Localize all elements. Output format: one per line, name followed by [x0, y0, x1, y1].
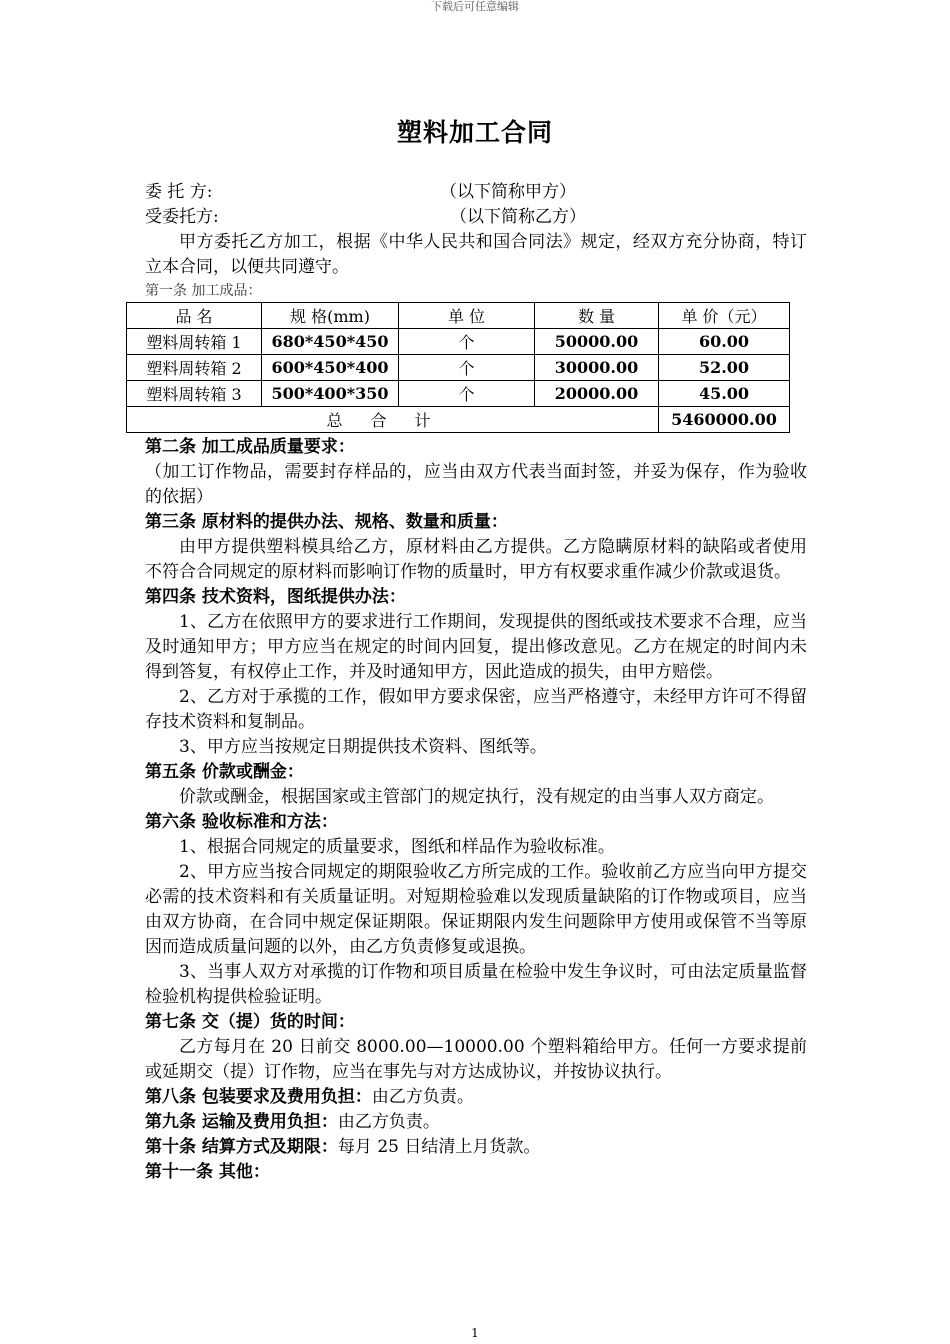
cell-qty: 30000.00 — [535, 355, 659, 381]
cell-price: 52.00 — [659, 355, 790, 381]
article-2-text: （加工订作物品，需要封存样品的，应当由双方代表当面封签，并妥为保存，作为验收的依据） — [145, 462, 807, 507]
article-6-item-1: 1、根据合同规定的质量要求，图纸和样品作为验收标准。 — [179, 837, 615, 857]
table-row — [127, 381, 790, 407]
article-4-item-1: 1、乙方在依照甲方的要求进行工作期间，发现提供的图纸或技术要求不合理，应当及时通知甲方；甲方应当在规定的时间内回复，提出修改意见。乙方在规定的时间内未得到答复，有权停止工作，并及时通知甲方，因此造成的损失，由甲方赔偿。 — [145, 612, 807, 682]
col-header-qty: 数 量 — [535, 303, 659, 329]
cell-name: 塑料周转箱 2 — [127, 355, 262, 381]
party-b-line — [145, 205, 807, 230]
cell-unit: 个 — [399, 355, 535, 381]
article-8-heading: 第八条 包装要求及费用负担： — [145, 1087, 372, 1107]
article-4-heading: 第四条 技术资料，图纸提供办法： — [145, 587, 406, 607]
article-8-text: 由乙方负责。 — [371, 1087, 474, 1107]
party-a-line — [145, 180, 807, 205]
article-3-heading: 第三条 原材料的提供办法、规格、数量和质量： — [145, 512, 508, 532]
article-4-item-2: 2、乙方对于承揽的工作，假如甲方要求保密，应当严格遵守，未经甲方许可不得留存技术资料和复制品。 — [145, 687, 807, 732]
table-row — [127, 355, 790, 381]
header-note: 下载后可任意编辑 — [431, 0, 519, 13]
cell-unit: 个 — [399, 329, 535, 355]
article-2-heading: 第二条 加工成品质量要求： — [145, 437, 355, 457]
cell-unit: 个 — [399, 381, 535, 407]
col-header-unit: 单 位 — [399, 303, 535, 329]
article-8-line — [145, 1085, 807, 1110]
cell-qty: 20000.00 — [535, 381, 659, 407]
article-3-text: 由甲方提供塑料模具给乙方，原材料由乙方提供。乙方隐瞒原材料的缺陷或者使用不符合合同规定的原材料而影响订作物的质量时，甲方有权要求重作减少价款或退货。 — [145, 537, 807, 582]
article-9-line — [145, 1110, 807, 1135]
article-9-text: 由乙方负责。 — [337, 1112, 440, 1132]
article-6-item-3: 3、当事人双方对承揽的订作物和项目质量在检验中发生争议时，可由法定质量监督检验机构提供检验证明。 — [145, 962, 807, 1007]
article-7-text: 乙方每月在 20 日前交 8000.00—10000.00 个塑料箱给甲方。任何一方要求提前或延期交（提）订作物，应当在事先与对方达成协议，并按协议执行。 — [145, 1037, 807, 1082]
article-11-heading: 第十一条 其他： — [145, 1162, 270, 1182]
article-7-heading: 第七条 交（提）货的时间： — [145, 1012, 355, 1032]
article-9-heading: 第九条 运输及费用负担： — [145, 1112, 338, 1132]
total-value: 5460000.00 — [659, 407, 790, 433]
article-5-heading: 第五条 价款或酬金： — [145, 762, 304, 782]
article-10-heading: 第十条 结算方式及期限： — [145, 1137, 338, 1157]
col-header-name: 品 名 — [127, 303, 262, 329]
cell-price: 45.00 — [659, 381, 790, 407]
total-label: 总合计 — [127, 407, 659, 433]
article-10-text: 每月 25 日结清上月货款。 — [337, 1137, 541, 1157]
page-number: 1 — [471, 1326, 479, 1340]
table-row — [127, 329, 790, 355]
article-10-line — [145, 1135, 807, 1160]
table-total-row — [127, 407, 790, 433]
cell-name: 塑料周转箱 3 — [127, 381, 262, 407]
table-header-row — [127, 303, 790, 329]
article-6-heading: 第六条 验收标准和方法： — [145, 812, 338, 832]
article-5-text: 价款或酬金，根据国家或主管部门的规定执行，没有规定的由当事人双方商定。 — [179, 787, 774, 807]
cell-spec: 600*450*400 — [262, 355, 399, 381]
col-header-price: 单 价（元） — [659, 303, 790, 329]
intro-paragraph: 甲方委托乙方加工，根据《中华人民共和国合同法》规定，经双方充分协商，特订立本合同，以便共同遵守。 — [145, 232, 807, 277]
cell-price: 60.00 — [659, 329, 790, 355]
cell-name: 塑料周转箱 1 — [127, 329, 262, 355]
party-a-note: （以下简称甲方） — [440, 182, 576, 202]
article-6-item-2: 2、甲方应当按合同规定的期限验收乙方所完成的工作。验收前乙方应当向甲方提交必需的技术资料和有关质量证明。对短期检验难以发现质量缺陷的订作物或项目，应当由双方协商，在合同中规定保证期限。保证期限内发生问题除甲方使用或保管不当等原因而造成质量问题的以外，由乙方负责修复或退换。 — [145, 862, 807, 957]
contract-body — [145, 180, 807, 1185]
party-b-note: （以下简称乙方） — [450, 207, 586, 227]
party-a-label: 委 托 方: — [145, 182, 213, 202]
article-1-heading: 第一条 加工成品： — [145, 283, 262, 299]
cell-spec: 500*400*350 — [262, 381, 399, 407]
cell-qty: 50000.00 — [535, 329, 659, 355]
article-4-item-3: 3、甲方应当按规定日期提供技术资料、图纸等。 — [179, 737, 547, 757]
products-table — [126, 302, 790, 433]
party-b-label: 受委托方: — [145, 207, 219, 227]
document-title: 塑料加工合同 — [396, 118, 553, 147]
cell-spec: 680*450*450 — [262, 329, 399, 355]
col-header-spec: 规 格(mm) — [262, 303, 399, 329]
